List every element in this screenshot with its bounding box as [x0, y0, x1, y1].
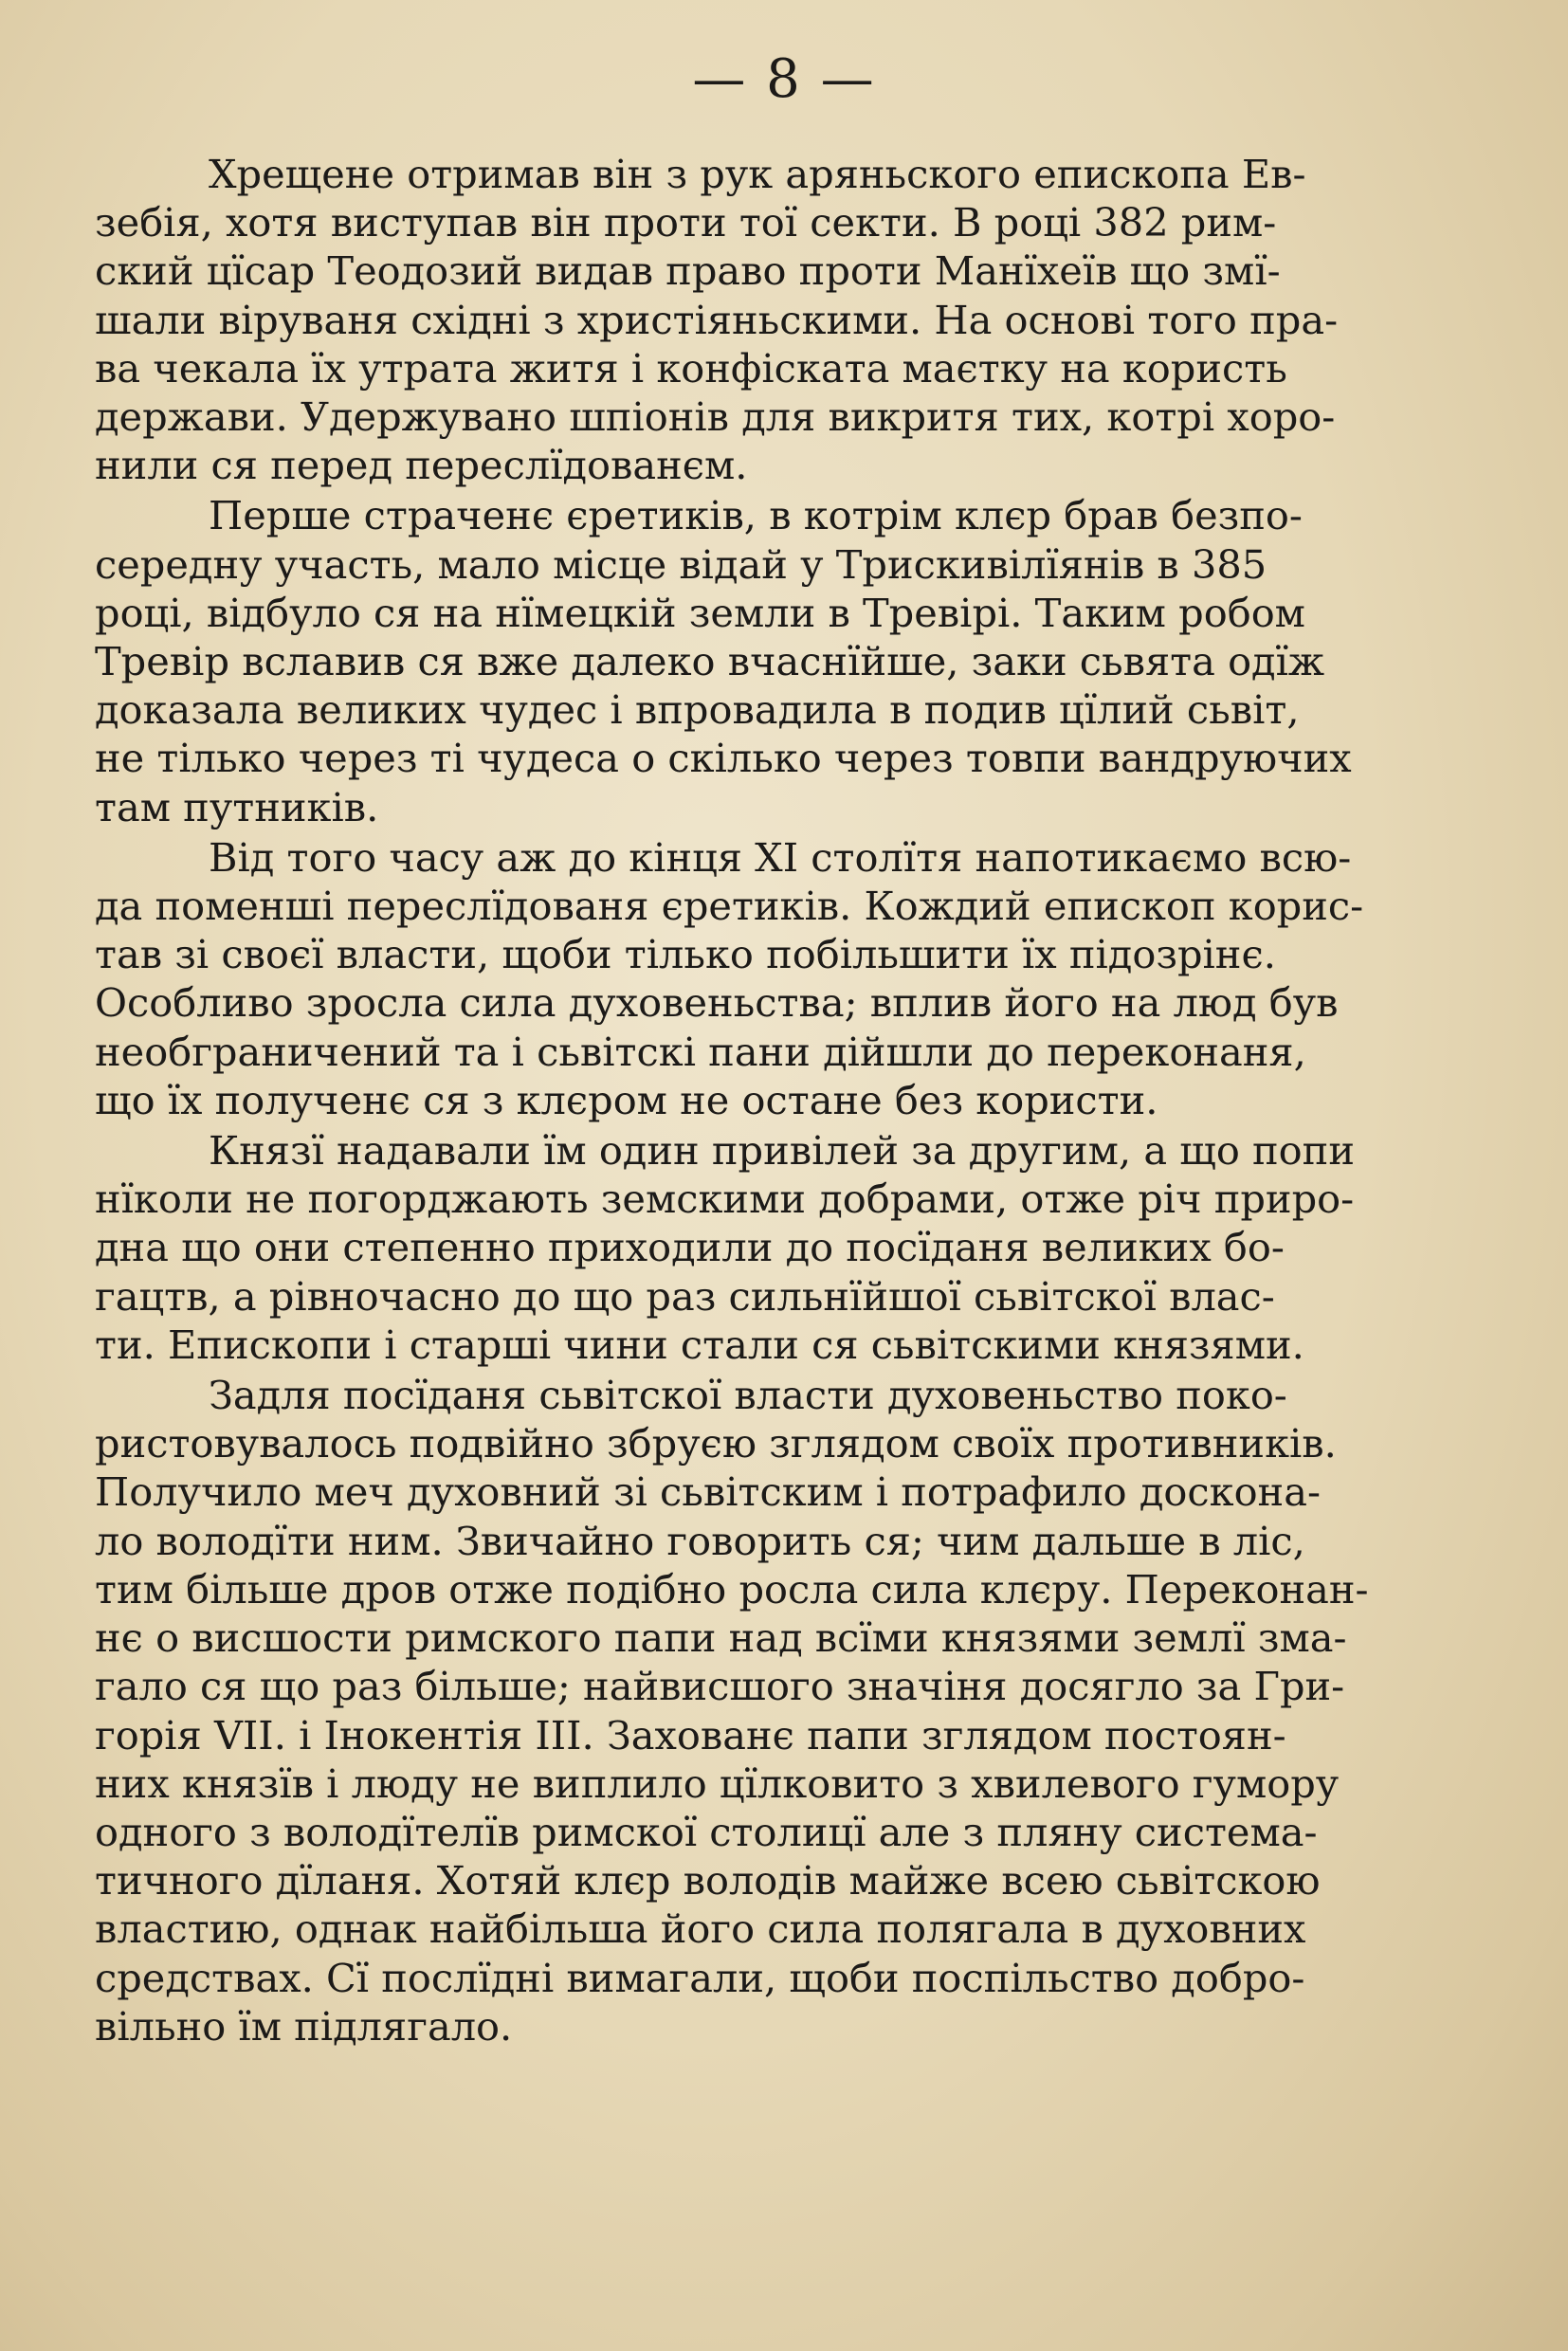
text-line: Тревір вславив ся вже далеко вчаснїйше, заки сьвята одїж: [95, 638, 1325, 685]
text-line: доказала великих чудес і впровадила в подив цїлий сьвіт,: [95, 686, 1300, 734]
text-line: не тілько через ті чудеса о скілько через товпи вандруючих: [95, 735, 1352, 782]
text-line: тав зі своєї власти, щоби тілько побільшити їх підозрінє.: [95, 931, 1276, 978]
text-line: тичного дїланя. Хотяй клєр володів майже всею сьвітскою: [95, 1857, 1321, 1904]
text-line: Перше страченє єретиків, в котрім клєр брав безпо-: [209, 492, 1303, 539]
text-line: горія VII. і Інокентія III. Захованє папи зглядом постоян-: [95, 1711, 1286, 1759]
text-line: ский цїсар Теодозий видав право проти Манїхеїв що змї-: [95, 247, 1281, 295]
paragraph-1: [95, 150, 1479, 489]
text-line: Получило меч духовний зі сьвітским і потрафило доскона-: [95, 1468, 1321, 1516]
text-line: Хрещене отримав він з рук аряньского епископа Ев-: [209, 151, 1306, 197]
text-line: що їх полученє ся з клєром не остане без користи.: [95, 1076, 1158, 1123]
text-line: Особливо зросла сила духовеньства; вплив його на люд був: [95, 979, 1339, 1027]
text-line: зебія, хотя виступав він проти тої секти. В році 382 рим-: [95, 199, 1277, 246]
text-line: ло володїти ним. Звичайно говорить ся; чим дальше в ліс,: [95, 1517, 1305, 1564]
text-line: Від того часу аж до кінця XI столїтя напотикаємо всю-: [209, 833, 1352, 881]
paragraph-4: [95, 1126, 1479, 1369]
paragraph-2: [95, 491, 1479, 830]
text-line: дна що они степенно приходили до посїданя великих бо-: [95, 1224, 1285, 1271]
text-line: гало ся що раз більше; найвисшого значіня досягло за Гри-: [95, 1663, 1345, 1710]
text-line: необграничений та і сьвітскі пани дійшли до переконаня,: [95, 1028, 1306, 1075]
text-line: да поменші переслїдованя єретиків. Кождий епископ корис-: [95, 883, 1364, 930]
text-line: ристовувалось подвійно збруєю зглядом своїх противників.: [95, 1420, 1337, 1467]
text-line: вільно їм підлягало.: [95, 2002, 513, 2050]
body-text: [95, 150, 1479, 2050]
text-line: нє о висшости римского папи над всїми князями землї зма-: [95, 1614, 1347, 1662]
text-line: властию, однак найбільша його сила полягала в духовних: [95, 1905, 1306, 1953]
text-line: Князї надавали їм один привілей за другим, а що попи: [209, 1127, 1355, 1175]
text-line: нїколи не погорджають земскими добрами, отже річ приро-: [95, 1176, 1355, 1223]
text-line: тим більше дров отже подібно росла сила клєру. Переконан-: [95, 1565, 1369, 1613]
text-line: средствах. Сї послїдні вимагали, щоби поспільство добро-: [95, 1954, 1305, 2001]
text-line: них князїв і люду не виплило цїлковито з хвилевого гумору: [95, 1759, 1340, 1807]
text-line: ва чекала їх утрата житя і конфіската маєтку на користь: [95, 344, 1287, 392]
page-number: — 8 —: [692, 48, 876, 110]
paragraph-5: [95, 1371, 1479, 2050]
text-line: шали віруваня східні з христіяньскими. На основі того пра-: [95, 296, 1339, 343]
text-line: середну участь, мало місце відай у Трискивілїянів в 385: [95, 540, 1267, 588]
text-line: там путників.: [95, 783, 379, 830]
text-line: одного з володїтелїв римскої столицї але з пляну система-: [95, 1808, 1318, 1855]
text-line: Задля посїданя сьвітскої власти духовеньство поко-: [209, 1372, 1287, 1419]
text-line: році, відбуло ся на нїмецкій земли в Тревірі. Таким робом: [95, 589, 1305, 636]
text-line: нили ся перед переслїдованєм.: [95, 442, 748, 489]
paragraph-3: [95, 833, 1479, 1124]
text-line: ти. Епископи і старші чини стали ся сьвітскими князями.: [95, 1321, 1304, 1368]
text-line: держави. Удержувано шпіонів для викритя тих, котрі хоро-: [95, 393, 1336, 441]
text-line: гацтв, а рівночасно до що раз сильнїйшої сьвітскої влас-: [95, 1272, 1275, 1320]
